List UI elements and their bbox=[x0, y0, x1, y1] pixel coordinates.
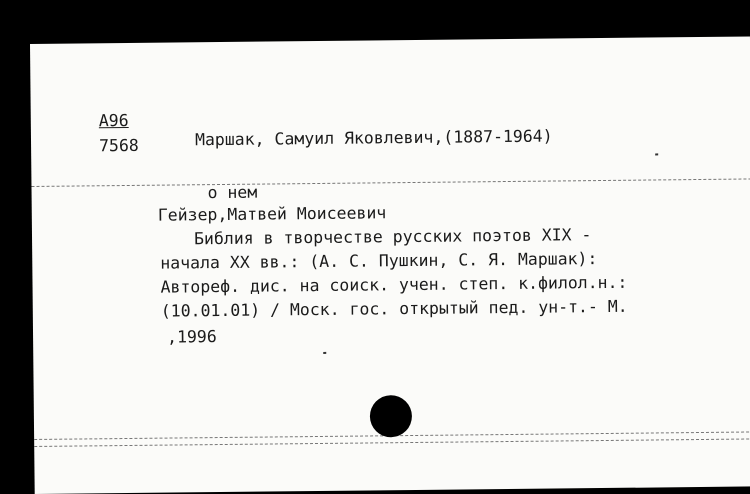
body-line: (10.01.01) / Моск. гос. открытый пед. ун-т.- М. bbox=[160, 296, 628, 321]
punch-hole bbox=[370, 395, 412, 437]
ink-speck bbox=[655, 153, 658, 155]
body-line: ,1996 bbox=[166, 327, 217, 347]
call-number: 7568 bbox=[98, 135, 139, 156]
main-heading: Маршак, Самуил Яковлевич,(1887-1964) bbox=[194, 126, 553, 150]
catalog-card bbox=[30, 36, 750, 494]
shelf-code: А96 bbox=[98, 110, 129, 131]
card-ruling-top bbox=[31, 178, 750, 187]
ink-speck bbox=[323, 352, 326, 354]
body-line: начала XX вв.: (А. С. Пушкин, С. Я. Маршак): bbox=[160, 249, 598, 273]
body-line: Библия в творчестве русских поэтов XIX - bbox=[193, 225, 592, 249]
subheading: о нем bbox=[207, 182, 258, 203]
card-ruling-lower bbox=[34, 438, 750, 447]
author-line: Гейзер,Матвей Моисеевич bbox=[157, 203, 387, 225]
body-line: Автореф. дис. на соиск. учен. степ. к.филол.н.: bbox=[160, 272, 628, 297]
